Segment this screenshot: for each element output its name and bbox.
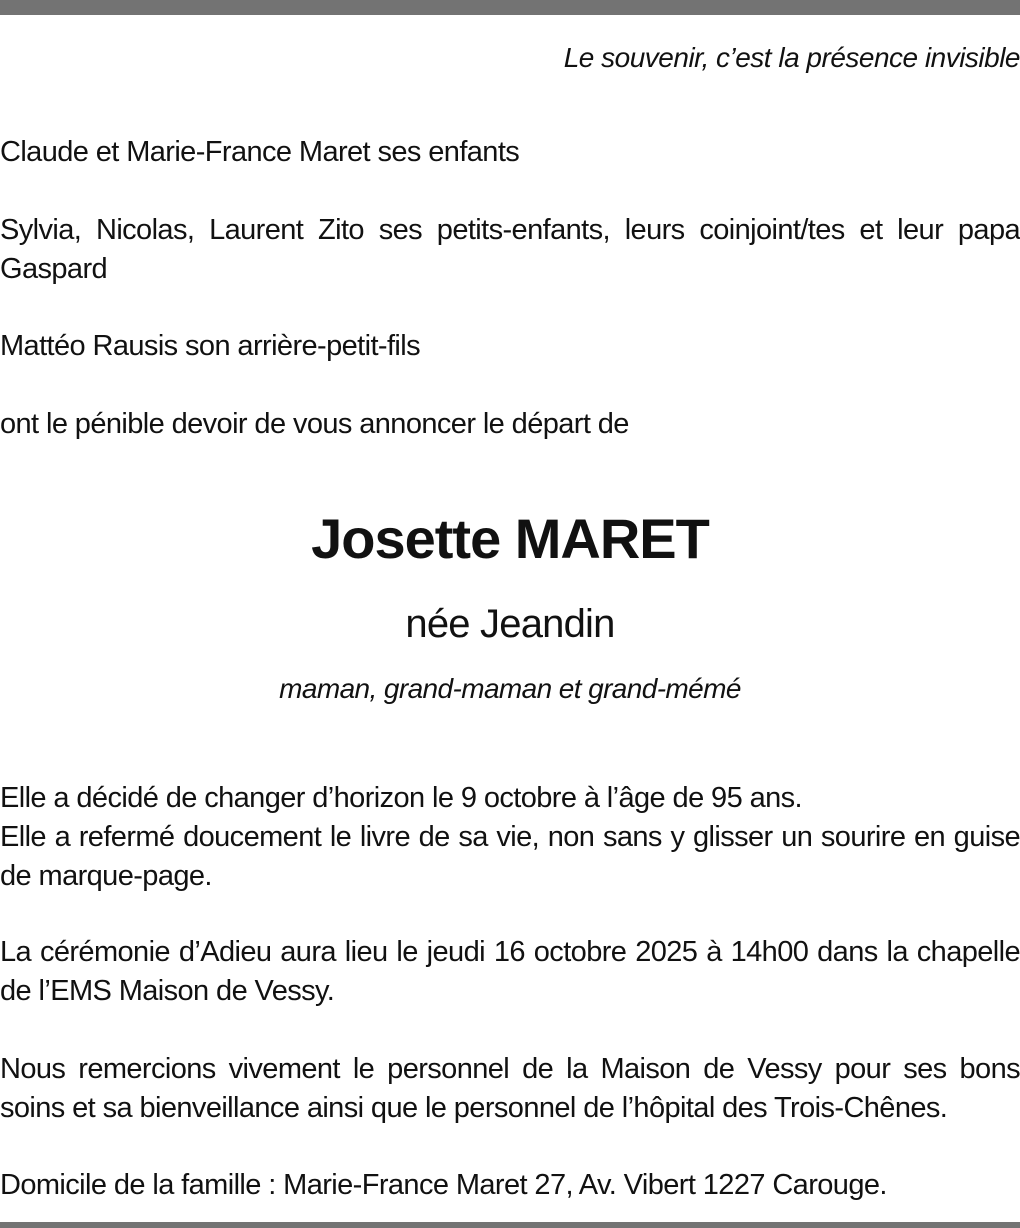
passing-line-date: Elle a décidé de changer d’horizon le 9 octobre à l’âge de 95 ans. [0, 782, 802, 814]
ceremony-paragraph: La cérémonie d’Adieu aura lieu le jeudi 16 octobre 2025 à 14h00 dans la chapelle de l’EMS Maison de Vessy. [0, 936, 1020, 1007]
bottom-border-rule [0, 1222, 1020, 1228]
epigraph: Le souvenir, c’est la présence invisible [563, 42, 1020, 73]
family-great-grandchild-line: Mattéo Rausis son arrière-petit-fils [0, 330, 420, 362]
passing-paragraph [0, 779, 1020, 896]
family-address-line: Domicile de la famille : Marie-France Maret 27, Av. Vibert 1227 Carouge. [0, 1169, 887, 1201]
passing-line-bookmark: Elle a refermé doucement le livre de sa vie, non sans y glisser un sourire en guise de marque-page. [0, 821, 1020, 892]
family-grandchildren-line: Sylvia, Nicolas, Laurent Zito ses petits-enfants, leurs coinjoint/tes et leur papa Gaspard [0, 214, 1020, 285]
family-children-line: Claude et Marie-France Maret ses enfants [0, 136, 520, 168]
family-roles: maman, grand-maman et grand-mémé [279, 673, 741, 704]
thanks-paragraph: Nous remercions vivement le personnel de la Maison de Vessy pour ses bons soins et sa bienveillance ainsi que le personnel de l’hôpital des Trois-Chênes. [0, 1053, 1020, 1124]
announcement-line: ont le pénible devoir de vous annoncer le départ de [0, 408, 629, 440]
maiden-name: née Jeandin [405, 602, 615, 646]
deceased-name: Josette MARET [311, 507, 709, 570]
